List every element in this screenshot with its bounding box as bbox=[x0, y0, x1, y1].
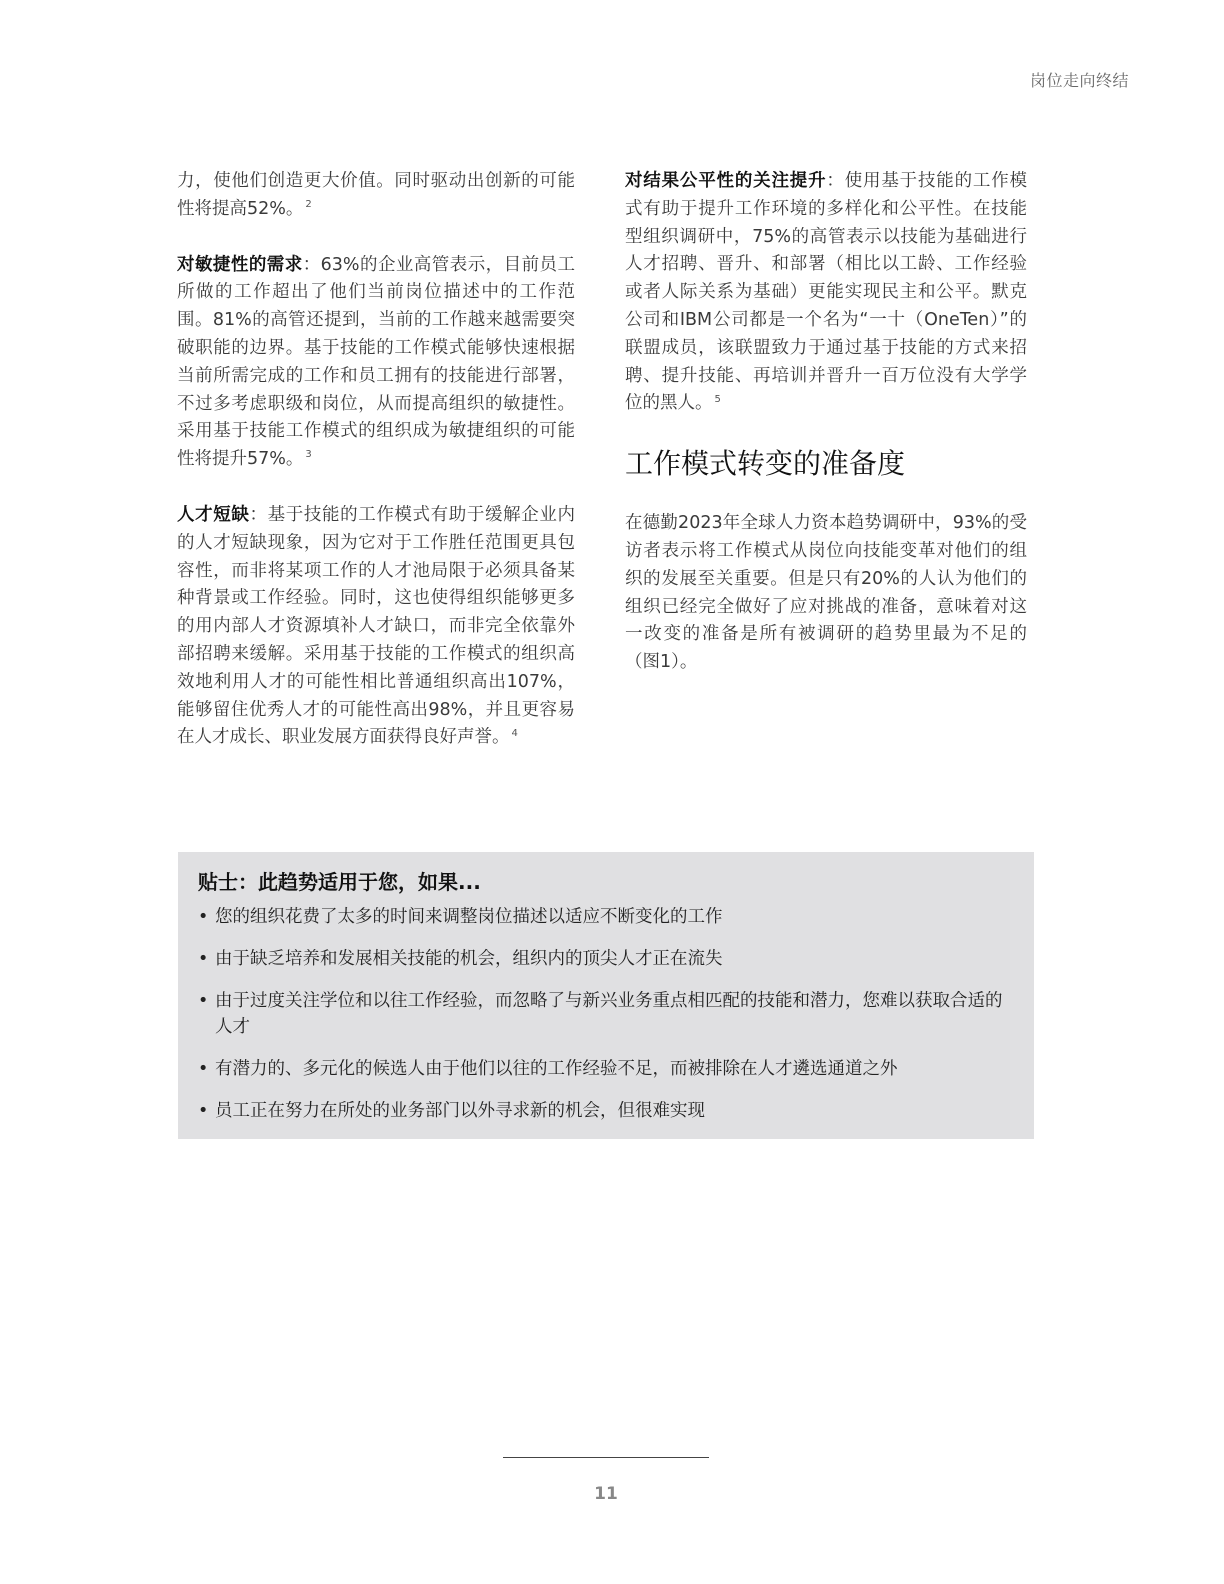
list-item bbox=[198, 946, 1014, 972]
list-item-text: 由于缺乏培养和发展相关技能的机会，组织内的顶尖人才正在流失 bbox=[215, 949, 723, 969]
footnote-ref: 2 bbox=[305, 198, 312, 210]
bullet-icon: • bbox=[198, 949, 209, 969]
list-item-text: 您的组织花费了太多的时间来调整岗位描述以适应不断变化的工作 bbox=[215, 907, 723, 927]
paragraph-heading: 对结果公平性的关注提升 bbox=[625, 171, 827, 191]
bullet-icon: • bbox=[198, 991, 209, 1011]
paragraph-equity bbox=[625, 168, 1027, 418]
tip-list bbox=[198, 904, 1014, 1124]
paragraph-talent-shortage bbox=[177, 502, 575, 752]
tip-title: 贴士：此趋势适用于您，如果... bbox=[198, 870, 481, 894]
list-item-text: 员工正在努力在所处的业务部门以外寻求新的机会，但很难实现 bbox=[215, 1101, 705, 1121]
paragraph-text: ：使用基于技能的工作模式有助于提升工作环境的多样化和公平性。在技能型组织调研中，75%的高管表示以技能为基础进行人才招聘、晋升、和部署（相比以工龄、工作经验或者人际关系为基础）更能实现民主和公平。默克公司和IBM公司都是一个名为“一十（OneTen）”的联盟成员，该联盟致力于通过基于技能的方式来招聘、提升技能、再培训并晋升一百万位没有大学学位的黑人。 bbox=[625, 171, 1028, 414]
paragraph-text: 在德勤2023年全球人力资本趋势调研中，93%的受访者表示将工作模式从岗位向技能变革对他们的组织的发展至关重要。但是只有20%的人认为他们的组织已经完全做好了应对挑战的准备，意味着对这一改变的准备是所有被调研的趋势里最为不足的（图1）。 bbox=[625, 513, 1027, 673]
paragraph-text: 力，使他们创造更大价值。同时驱动出创新的可能性将提高52%。 bbox=[177, 171, 575, 219]
list-item-text: 由于过度关注学位和以往工作经验，而忽略了与新兴业务重点相匹配的技能和潜力，您难以获取合适的人才 bbox=[215, 991, 1003, 1037]
list-item bbox=[198, 904, 1014, 930]
tip-box bbox=[178, 852, 1034, 1139]
list-item bbox=[198, 988, 1014, 1040]
paragraph-agility bbox=[177, 252, 575, 474]
paragraph-readiness bbox=[625, 510, 1027, 677]
bullet-icon: • bbox=[198, 1101, 209, 1121]
footnote-ref: 5 bbox=[714, 393, 721, 405]
paragraph-text: ：基于技能的工作模式有助于缓解企业内的人才短缺现象，因为它对于工作胜任范围更具包容性，而非将某项工作的人才池局限于必须具备某种背景或工作经验。同时，这也使得组织能够更多的用内部人才资源填补人才缺口，而非完全依靠外部招聘来缓解。采用基于技能的工作模式的组织高效地利用人才的可能性相比普通组织高出107%，能够留住优秀人才的可能性高出98%，并且更容易在人才成长、职业发展方面获得良好声誉。 bbox=[177, 504, 576, 748]
paragraph-heading: 人才短缺 bbox=[177, 504, 250, 525]
list-item bbox=[198, 1056, 1014, 1082]
paragraph-innovation bbox=[177, 168, 575, 224]
footer-divider bbox=[503, 1457, 709, 1458]
running-header: 岗位走向终结 bbox=[1029, 71, 1129, 90]
list-item-text: 有潜力的、多元化的候选人由于他们以往的工作经验不足，而被排除在人才遴选通道之外 bbox=[215, 1059, 898, 1079]
right-column bbox=[625, 168, 1027, 705]
left-column bbox=[177, 168, 575, 780]
list-item bbox=[198, 1098, 1014, 1124]
bullet-icon: • bbox=[198, 907, 209, 927]
footnote-ref: 4 bbox=[511, 727, 518, 739]
page-number: 11 bbox=[594, 1484, 618, 1504]
section-title: 工作模式转变的准备度 bbox=[625, 447, 906, 481]
paragraph-text: ：63%的企业高管表示，目前员工所做的工作超出了他们当前岗位描述中的工作范围。81%的高管还提到，当前的工作越来越需要突破职能的边界。基于技能的工作模式能够快速根据当前所需完成的工作和员工拥有的技能进行部署，不过多考虑职级和岗位，从而提高组织的敏捷性。采用基于技能工作模式的组织成为敏捷组织的可能性将提升57%。 bbox=[177, 254, 575, 470]
paragraph-heading: 对敏捷性的需求 bbox=[177, 254, 303, 275]
footnote-ref: 3 bbox=[305, 449, 312, 461]
bullet-icon: • bbox=[198, 1059, 209, 1079]
